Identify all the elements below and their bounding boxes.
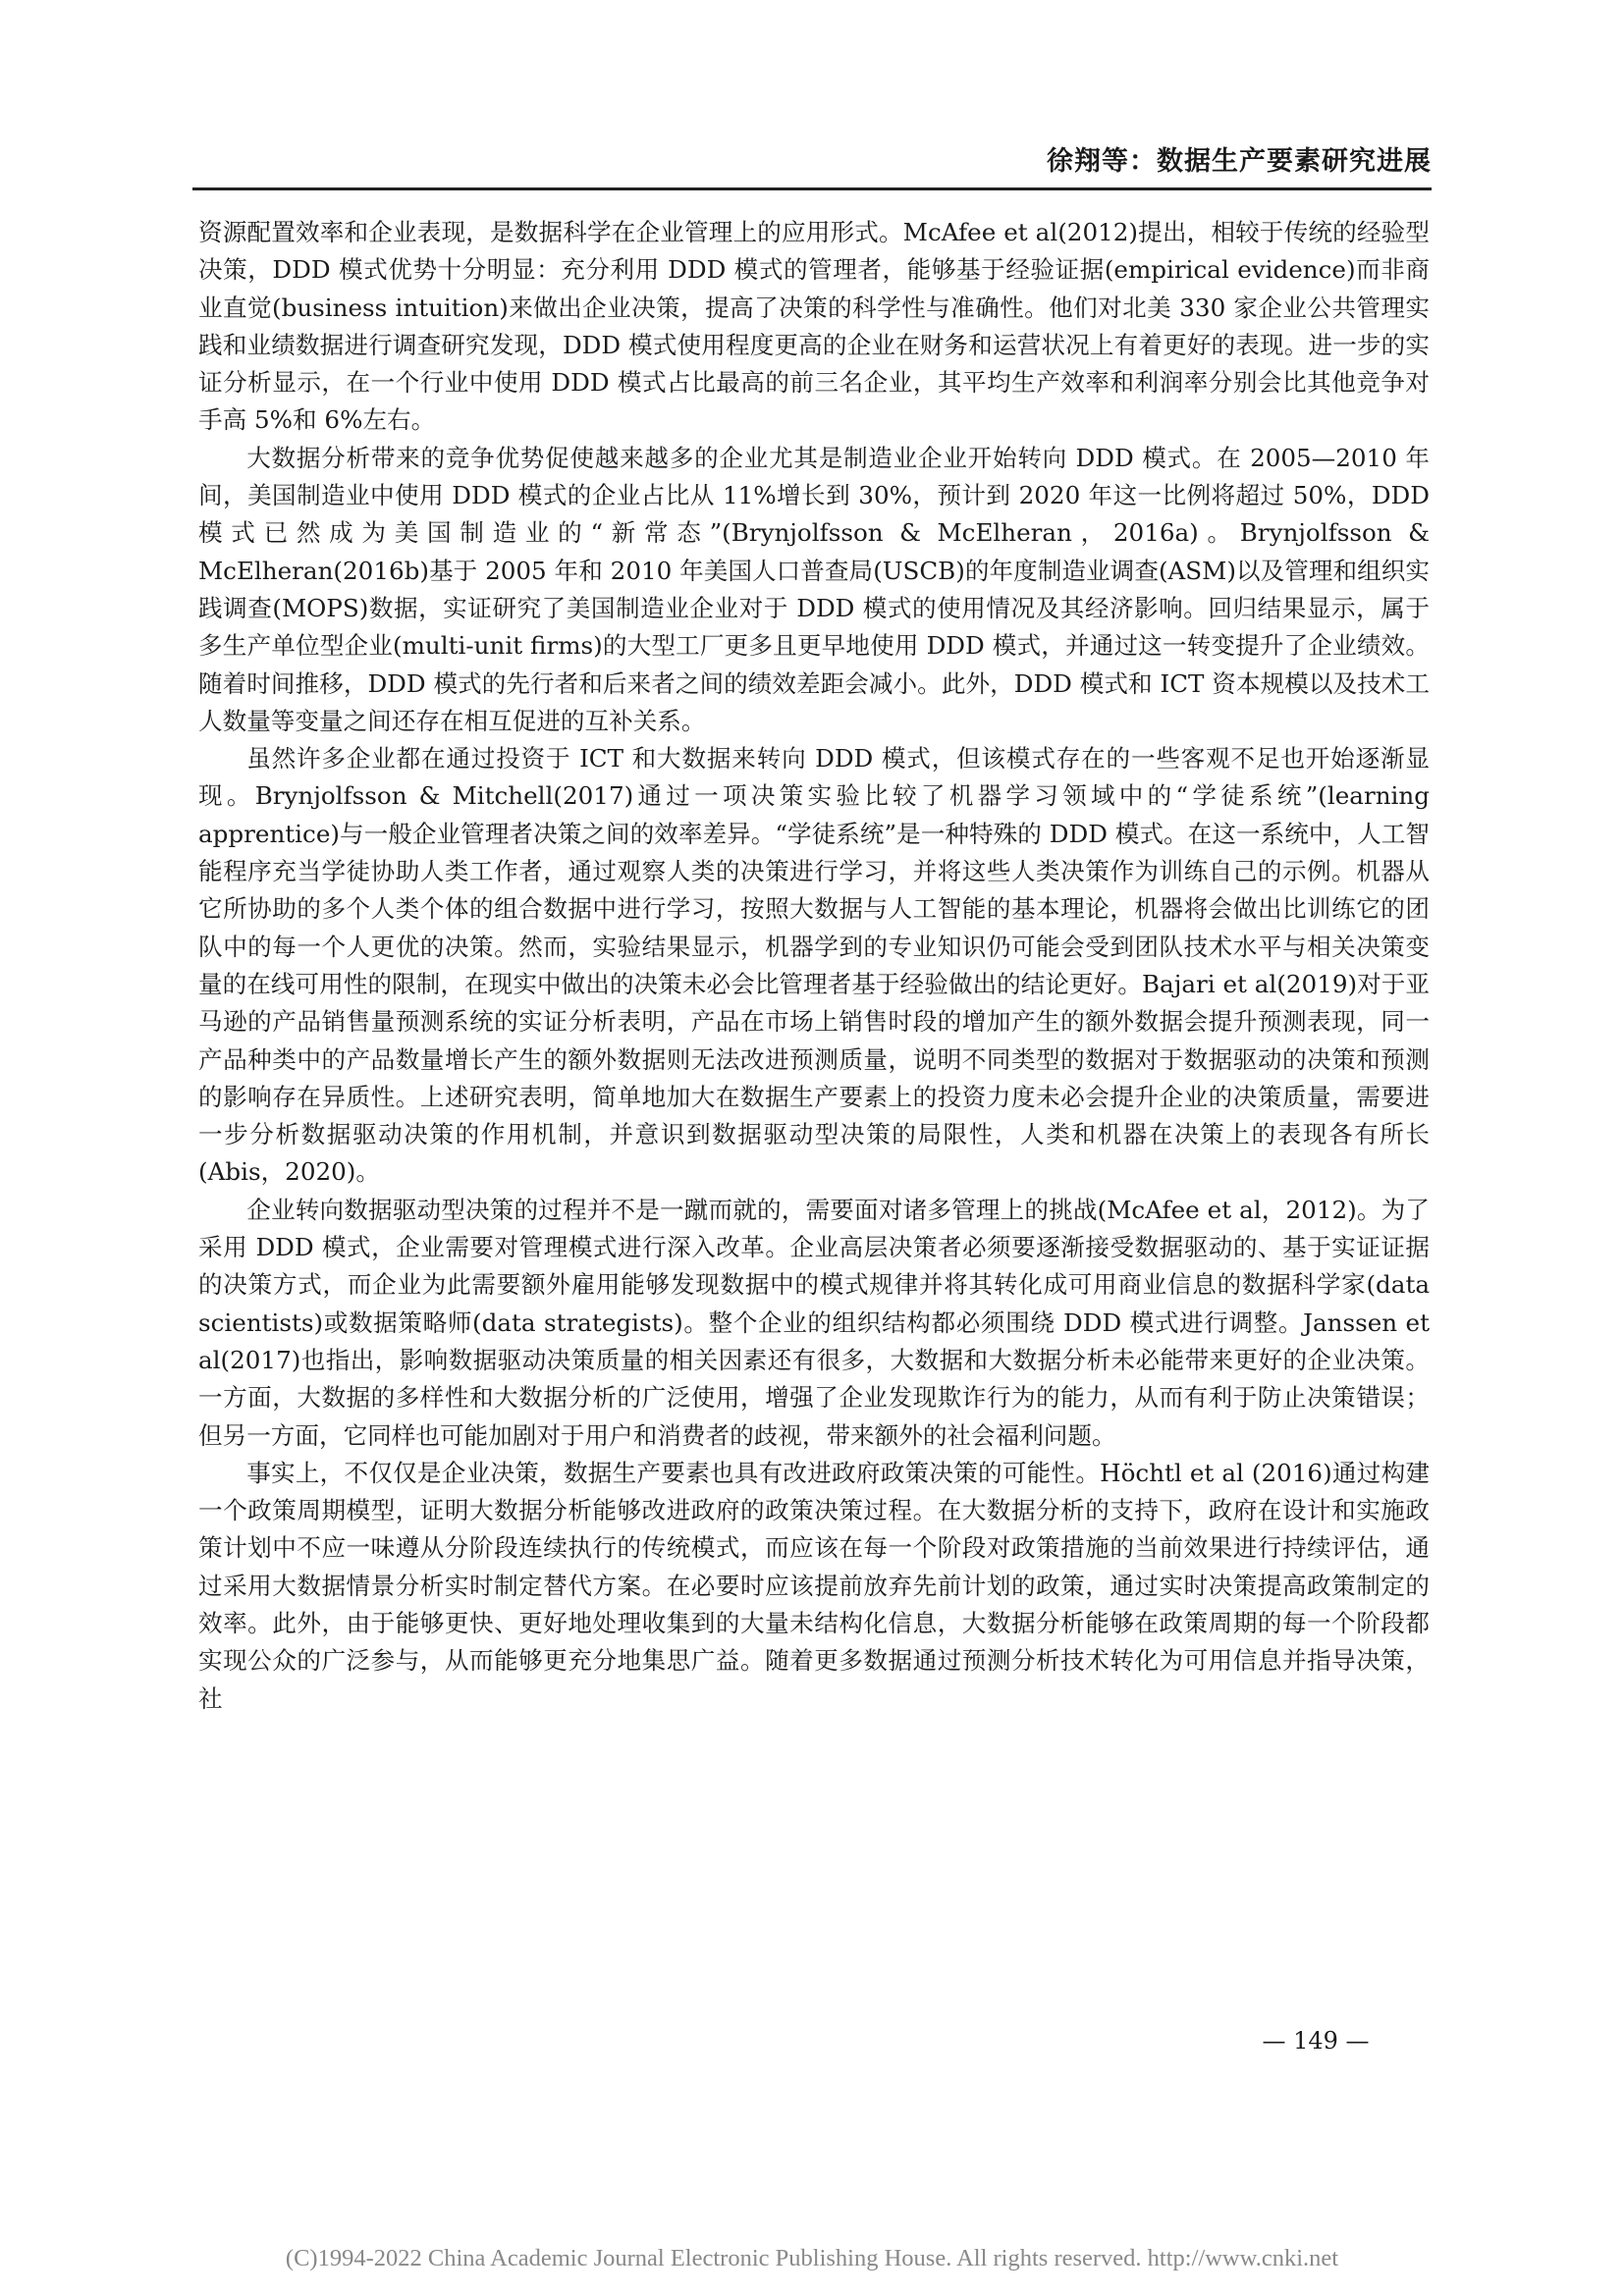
page-number: — 149 — [1262, 2027, 1370, 2055]
paragraph: 大数据分析带来的竞争优势促使越来越多的企业尤其是制造业企业开始转向 DDD 模式。在 2005—2010 年间，美国制造业中使用 DDD 模式的企业占比从 11%增长到 30%，预计到 2020 年这一比例将超过 50%，DDD 模式已然成为美国制造业的“新常态”(Brynjolfsson & McElheran，2016a)。Brynjolfsson & McElheran(2016b)基于 2005 年和 2010 年美国人口普查局(USCB)的年度制造业调查(ASM)以及管理和组织实践调查(MOPS)数据，实证研究了美国制造业企业对于 DDD 模式的使用情况及其经济影响。回归结果显示，属于多生产单位型企业(multi-unit firms)的大型工厂更多且更早地使用 DDD 模式，并通过这一转变提升了企业绩效。随着时间推移，DDD 模式的先行者和后来者之间的绩效差距会减小。此外，DDD 模式和 ICT 资本规模以及技术工人数量等变量之间还存在相互促进的互补关系。 [198, 443, 1430, 735]
paragraph: 企业转向数据驱动型决策的过程并不是一蹴而就的，需要面对诸多管理上的挑战(McAfee et al，2012)。为了采用 DDD 模式，企业需要对管理模式进行深入改革。企业高层决策者必须要逐渐接受数据驱动的、基于实证证据的决策方式，而企业为此需要额外雇用能够发现数据中的模式规律并将其转化成可用商业信息的数据科学家(data scientists)或数据策略师(data strategists)。整个企业的组织结构都必须围绕 DDD 模式进行调整。Janssen et al(2017)也指出，影响数据驱动决策质量的相关因素还有很多，大数据和大数据分析未必能带来更好的企业决策。一方面，大数据的多样性和大数据分析的广泛使用，增强了企业发现欺诈行为的能力，从而有利于防止决策错误；但另一方面，它同样也可能加剧对于用户和消费者的歧视，带来额外的社会福利问题。 [198, 1195, 1430, 1450]
paragraph: 虽然许多企业都在通过投资于 ICT 和大数据来转向 DDD 模式，但该模式存在的一些客观不足也开始逐渐显现。Brynjolfsson & Mitchell(2017)通过一项决策实验比较了机器学习领域中的“学徒系统”(learning apprentice)与一般企业管理者决策之间的效率差异。“学徒系统”是一种特殊的 DDD 模式。在这一系统中，人工智能程序充当学徒协助人类工作者，通过观察人类的决策进行学习，并将这些人类决策作为训练自己的示例。机器从它所协助的多个人类个体的组合数据中进行学习，按照大数据与人工智能的基本理论，机器将会做出比训练它的团队中的每一个人更优的决策。然而，实验结果显示，机器学到的专业知识仍可能会受到团队技术水平与相关决策变量的在线可用性的限制，在现实中做出的决策未必会比管理者基于经验做出的结论更好。Bajari et al(2019)对于亚马逊的产品销售量预测系统的实证分析表明，产品在市场上销售时段的增加产生的额外数据会提升预测表现，同一产品种类中的产品数量增长产生的额外数据则无法改进预测质量，说明不同类型的数据对于数据驱动的决策和预测的影响存在异质性。上述研究表明，简单地加大在数据生产要素上的投资力度未必会提升企业的决策质量，需要进一步分析数据驱动决策的作用机制，并意识到数据驱动型决策的局限性，人类和机器在决策上的表现各有所长(Abis，2020)。 [198, 744, 1430, 1187]
running-header [192, 142, 1432, 190]
copyright-notice: (C)1994-2022 China Academic Journal Electronic Publishing House. All rights reserved. http://www.cnki.net [285, 2245, 1339, 2271]
article-body [198, 214, 1430, 1718]
running-title: 徐翔等：数据生产要素研究进展 [1047, 146, 1432, 177]
paragraph: 事实上，不仅仅是企业决策，数据生产要素也具有改进政府政策决策的可能性。Höchtl et al (2016)通过构建一个政策周期模型，证明大数据分析能够改进政府的政策决策过程。在大数据分析的支持下，政府在设计和实施政策计划中不应一味遵从分阶段连续执行的传统模式，而应该在每一个阶段对政策措施的当前效果进行持续评估，通过采用大数据情景分析实时制定替代方案。在必要时应该提前放弃先前计划的政策，通过实时决策提高政策制定的效率。此外，由于能够更快、更好地处理收集到的大量未结构化信息，大数据分析能够在政策周期的每一个阶段都实现公众的广泛参与，从而能够更充分地集思广益。随着更多数据通过预测分析技术转化为可用信息并指导决策，社 [198, 1458, 1430, 1713]
paragraph: 资源配置效率和企业表现，是数据科学在企业管理上的应用形式。McAfee et al(2012)提出，相较于传统的经验型决策，DDD 模式优势十分明显：充分利用 DDD 模式的管理者，能够基于经验证据(empirical evidence)而非商业直觉(business intuition)来做出企业决策，提高了决策的科学性与准确性。他们对北美 330 家企业公共管理实践和业绩数据进行调查研究发现，DDD 模式使用程度更高的企业在财务和运营状况上有着更好的表现。进一步的实证分析显示，在一个行业中使用 DDD 模式占比最高的前三名企业，其平均生产效率和利润率分别会比其他竞争对手高 5%和 6%左右。 [198, 218, 1430, 435]
